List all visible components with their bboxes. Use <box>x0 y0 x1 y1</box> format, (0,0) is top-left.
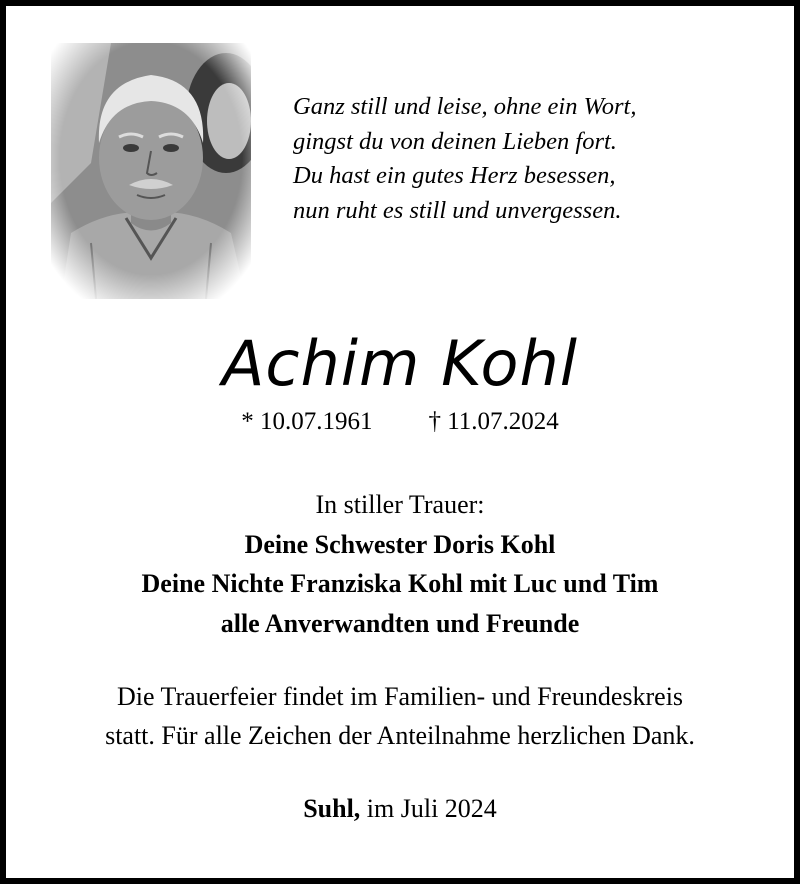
poem-line: nun ruht es still und unvergessen. <box>293 196 622 224</box>
notice-line: statt. Für alle Zeichen der Anteilnahme herzlichen Dank. <box>105 721 695 750</box>
poem-line: Du hast ein gutes Herz besessen, <box>293 162 616 189</box>
death-date: † 11.07.2024 <box>428 408 559 435</box>
mourners-intro: In stiller Trauer: <box>315 490 485 519</box>
notice-line: Die Trauerfeier findet im Familien- und Freundeskreis <box>116 682 684 711</box>
deceased-name: Achim Kohl <box>221 327 579 400</box>
portrait-illustration <box>51 43 251 299</box>
place-date: im Juli 2024 <box>366 794 497 823</box>
life-dates <box>6 406 794 438</box>
birth-date: * 10.07.1961 <box>241 408 373 435</box>
poem-line: Ganz still und leise, ohne ein Wort, <box>293 93 637 120</box>
mourner-line: Deine Schwester Doris Kohl <box>244 529 556 559</box>
place-and-date <box>6 792 794 826</box>
funeral-notice <box>6 677 794 755</box>
mourner-line: alle Anverwandten und Freunde <box>220 608 580 638</box>
place-city: Suhl, <box>303 794 361 823</box>
mourner-line: Deine Nichte Franziska Kohl mit Luc und Tim <box>141 569 659 598</box>
mourners-block <box>6 485 794 643</box>
poem <box>293 90 713 228</box>
poem-line: gingst du von deinen Lieben fort. <box>293 127 617 155</box>
portrait-photo <box>51 43 251 299</box>
